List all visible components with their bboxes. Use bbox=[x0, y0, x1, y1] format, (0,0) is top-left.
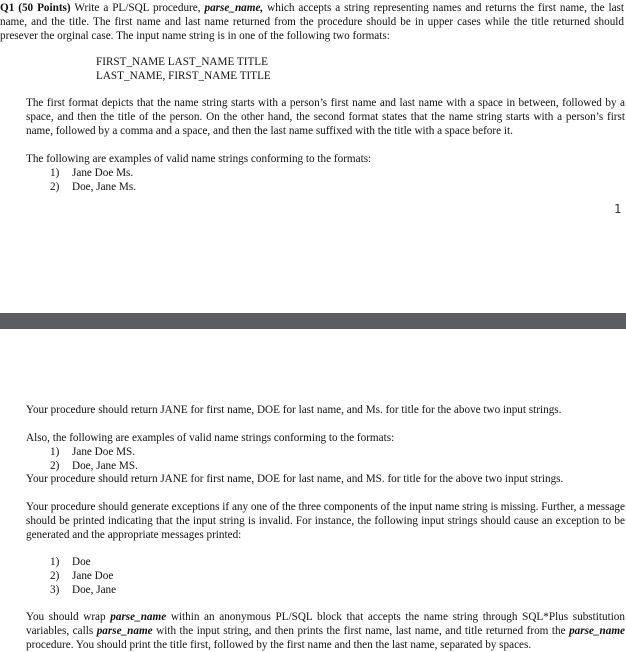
exceptions-paragraph: Your procedure should generate exceptions if any one of the three components of the input name string is missing. Further, a message should be printed indicating that the input string is invalid. For instance, the following input strings should cause an exception to be generated and the appropriate messages printed: bbox=[26, 501, 625, 541]
list-item bbox=[48, 445, 138, 459]
also-examples-list bbox=[48, 445, 138, 473]
list-number: 3) bbox=[50, 584, 60, 596]
wrap-text-a: You should wrap bbox=[26, 611, 111, 623]
question-text-a: Write a PL/SQL procedure, bbox=[70, 2, 205, 14]
description-paragraph: The first format depicts that the name string starts with a person’s first name and last name with a space in between, followed by a space, and then the title of the person. On the other hand, the second format states that the name string starts with a person’s first name, followed by a comma and a space, and then the last name suffixed with the title with a space before it. bbox=[26, 97, 625, 137]
list-number: 2) bbox=[50, 460, 60, 472]
invalid-examples-list bbox=[48, 555, 116, 597]
procedure-name: parse_name bbox=[96, 625, 153, 637]
list-item bbox=[48, 180, 136, 194]
procedure-name: parse_name, bbox=[204, 2, 264, 14]
return-paragraph-2: Your procedure should return JANE for first name, DOE for last name, and MS. for title for the above two input strings. bbox=[26, 473, 564, 485]
page-separator bbox=[0, 313, 626, 329]
list-number: 2) bbox=[50, 181, 60, 193]
list-item bbox=[48, 583, 116, 597]
wrap-text-c: with the input string, and then prints the first name, last name, and title returned from the bbox=[152, 625, 570, 637]
list-text: Doe, Jane Ms. bbox=[72, 181, 137, 193]
format-1: FIRST_NAME LAST_NAME TITLE bbox=[96, 56, 268, 68]
document-page-2 bbox=[0, 330, 626, 652]
document-page-1 bbox=[0, 0, 626, 312]
wrap-text-b: within an anonymous PL/SQL block that accepts the name string through SQL*Plus substitution variables, calls bbox=[26, 611, 625, 637]
list-text: Doe bbox=[72, 556, 91, 568]
list-text: Doe, Jane bbox=[72, 584, 117, 596]
list-number: 2) bbox=[50, 570, 60, 582]
return-paragraph-1: Your procedure should return JANE for first name, DOE for last name, and Ms. for title for the above two input strings. bbox=[26, 404, 562, 416]
list-number: 1) bbox=[50, 446, 60, 458]
procedure-name: parse_name bbox=[569, 625, 625, 637]
list-number: 1) bbox=[50, 167, 60, 179]
wrap-paragraph bbox=[26, 610, 625, 652]
list-item bbox=[48, 459, 138, 473]
list-text: Jane Doe Ms. bbox=[72, 167, 134, 179]
list-item bbox=[48, 555, 116, 569]
also-intro: Also, the following are examples of valid name strings conforming to the formats: bbox=[26, 432, 395, 444]
page-number: 1 bbox=[614, 202, 622, 216]
list-text: Jane Doe MS. bbox=[72, 446, 136, 458]
list-number: 1) bbox=[50, 556, 60, 568]
procedure-name: parse_name bbox=[110, 611, 167, 623]
wrap-text-d: procedure. You should print the title first, followed by the first name and then the last name, separated by spaces. bbox=[26, 639, 532, 651]
format-2: LAST_NAME, FIRST_NAME TITLE bbox=[96, 70, 271, 82]
examples-intro: The following are examples of valid name strings conforming to the formats: bbox=[26, 153, 372, 165]
question-text-b: which accepts a string representing names and returns the first name, the last name, and the title. The first name and last name returned from the procedure should be in upper cases while the title returned should presever the orginal case. The input name string is in one of the following two formats: bbox=[0, 2, 625, 42]
list-item bbox=[48, 569, 116, 583]
list-text: Doe, Jane MS. bbox=[72, 460, 138, 472]
question-paragraph bbox=[0, 1, 624, 43]
list-item bbox=[48, 166, 136, 180]
question-label: Q1 (50 Points) bbox=[0, 2, 71, 14]
list-text: Jane Doe bbox=[72, 570, 114, 582]
examples-list bbox=[48, 166, 136, 194]
